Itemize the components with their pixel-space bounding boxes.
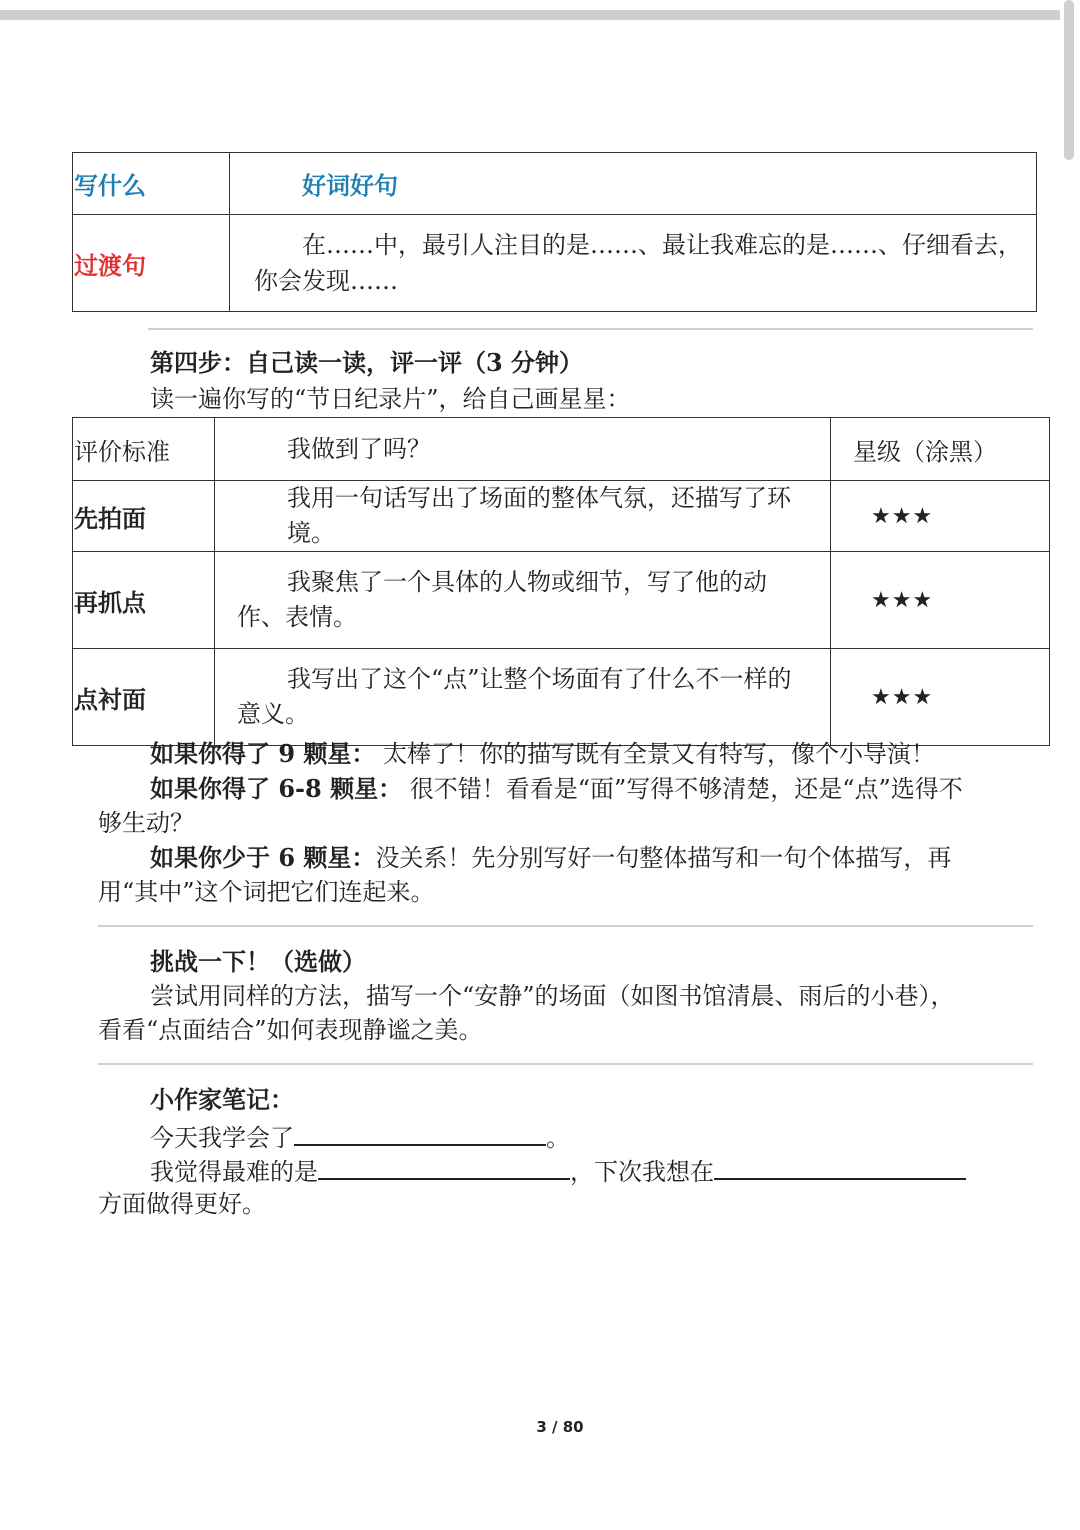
page-number: 3 / 80 xyxy=(536,1418,584,1436)
header-criteria: 评价标准 xyxy=(73,418,215,481)
criteria-text: 我用一句话写出了场面的整体气氛，还描写了环境。 xyxy=(215,481,831,552)
divider xyxy=(98,925,1033,927)
criteria-label: 再抓点 xyxy=(73,552,215,649)
divider xyxy=(98,1063,1033,1065)
result-6-8-stars xyxy=(150,772,963,806)
challenge-line-1: 尝试用同样的方法，描写一个“安静”的场面（如图书馆清晨、雨后的小巷）， xyxy=(150,982,955,1010)
criteria-label: 点衬面 xyxy=(73,649,215,746)
header-good-words: 好词好句 xyxy=(230,153,1037,215)
self-evaluation-table xyxy=(72,417,1050,746)
result-continuation: 够生动？ xyxy=(98,809,194,837)
step4-title: 第四步：自己读一读，评一评（3 分钟） xyxy=(150,348,584,377)
notes-title: 小作家笔记： xyxy=(150,1085,294,1114)
challenge-line-2: 看看“点面结合”如何表现静谧之美。 xyxy=(98,1016,483,1044)
notes-prompt: 我觉得最难的是 xyxy=(150,1158,318,1186)
star-rating[interactable]: ★★★ xyxy=(831,649,1050,746)
star-rating[interactable]: ★★★ xyxy=(831,481,1050,552)
result-lead: 如果你得了 6-8 颗星： xyxy=(150,774,403,803)
fill-blank-hardest[interactable] xyxy=(318,1152,570,1180)
fill-blank-learned[interactable] xyxy=(294,1118,546,1146)
table-row xyxy=(73,552,1050,649)
notes-line-1 xyxy=(150,1118,570,1155)
vocabulary-table xyxy=(72,152,1037,312)
notes-line-2 xyxy=(150,1152,966,1189)
divider xyxy=(148,328,1033,330)
criteria-text: 我写出了这个“点”让整个场面有了什么不一样的意义。 xyxy=(215,649,831,746)
transition-sentence-text: 在……中，最引人注目的是……、最让我难忘的是……、仔细看去，你会发现…… xyxy=(230,215,1037,312)
criteria-label: 先拍面 xyxy=(73,481,215,552)
header-stars: 星级（涂黑） xyxy=(831,418,1050,481)
result-lead: 如果你得了 9 颗星： xyxy=(150,739,376,768)
table-row xyxy=(73,481,1050,552)
header-what-to-write: 写什么 xyxy=(73,153,230,215)
notes-line-3: 方面做得更好。 xyxy=(98,1190,266,1218)
result-text: 没关系！先分别写好一句整体描写和一句个体描写，再 xyxy=(375,844,952,872)
label-transition-sentence: 过渡句 xyxy=(73,215,230,312)
notes-prompt: 今天我学会了 xyxy=(150,1124,294,1152)
top-bar xyxy=(0,10,1060,20)
result-continuation: 用“其中”这个词把它们连起来。 xyxy=(98,878,435,906)
table-row xyxy=(73,649,1050,746)
result-text: 很不错！看看是“面”写得不够清楚，还是“点”选得不 xyxy=(409,775,963,803)
notes-punct: 。 xyxy=(546,1124,570,1152)
challenge-title: 挑战一下！（选做） xyxy=(150,947,366,976)
scrollbar-thumb[interactable] xyxy=(1064,0,1074,160)
result-lead: 如果你少于 6 颗星： xyxy=(150,843,376,872)
header-done: 我做到了吗？ xyxy=(215,418,831,481)
notes-prompt: ，下次我想在 xyxy=(570,1158,714,1186)
step4-intro: 读一遍你写的“节日纪录片”，给自己画星星： xyxy=(150,385,631,413)
result-9-stars xyxy=(150,737,935,771)
star-rating[interactable]: ★★★ xyxy=(831,552,1050,649)
result-text: 太棒了！你的描写既有全景又有特写，像个小导演！ xyxy=(383,740,936,768)
result-under-6-stars xyxy=(150,841,951,875)
fill-blank-improve[interactable] xyxy=(714,1152,966,1180)
criteria-text: 我聚焦了一个具体的人物或细节，写了他的动作、表情。 xyxy=(215,552,831,649)
